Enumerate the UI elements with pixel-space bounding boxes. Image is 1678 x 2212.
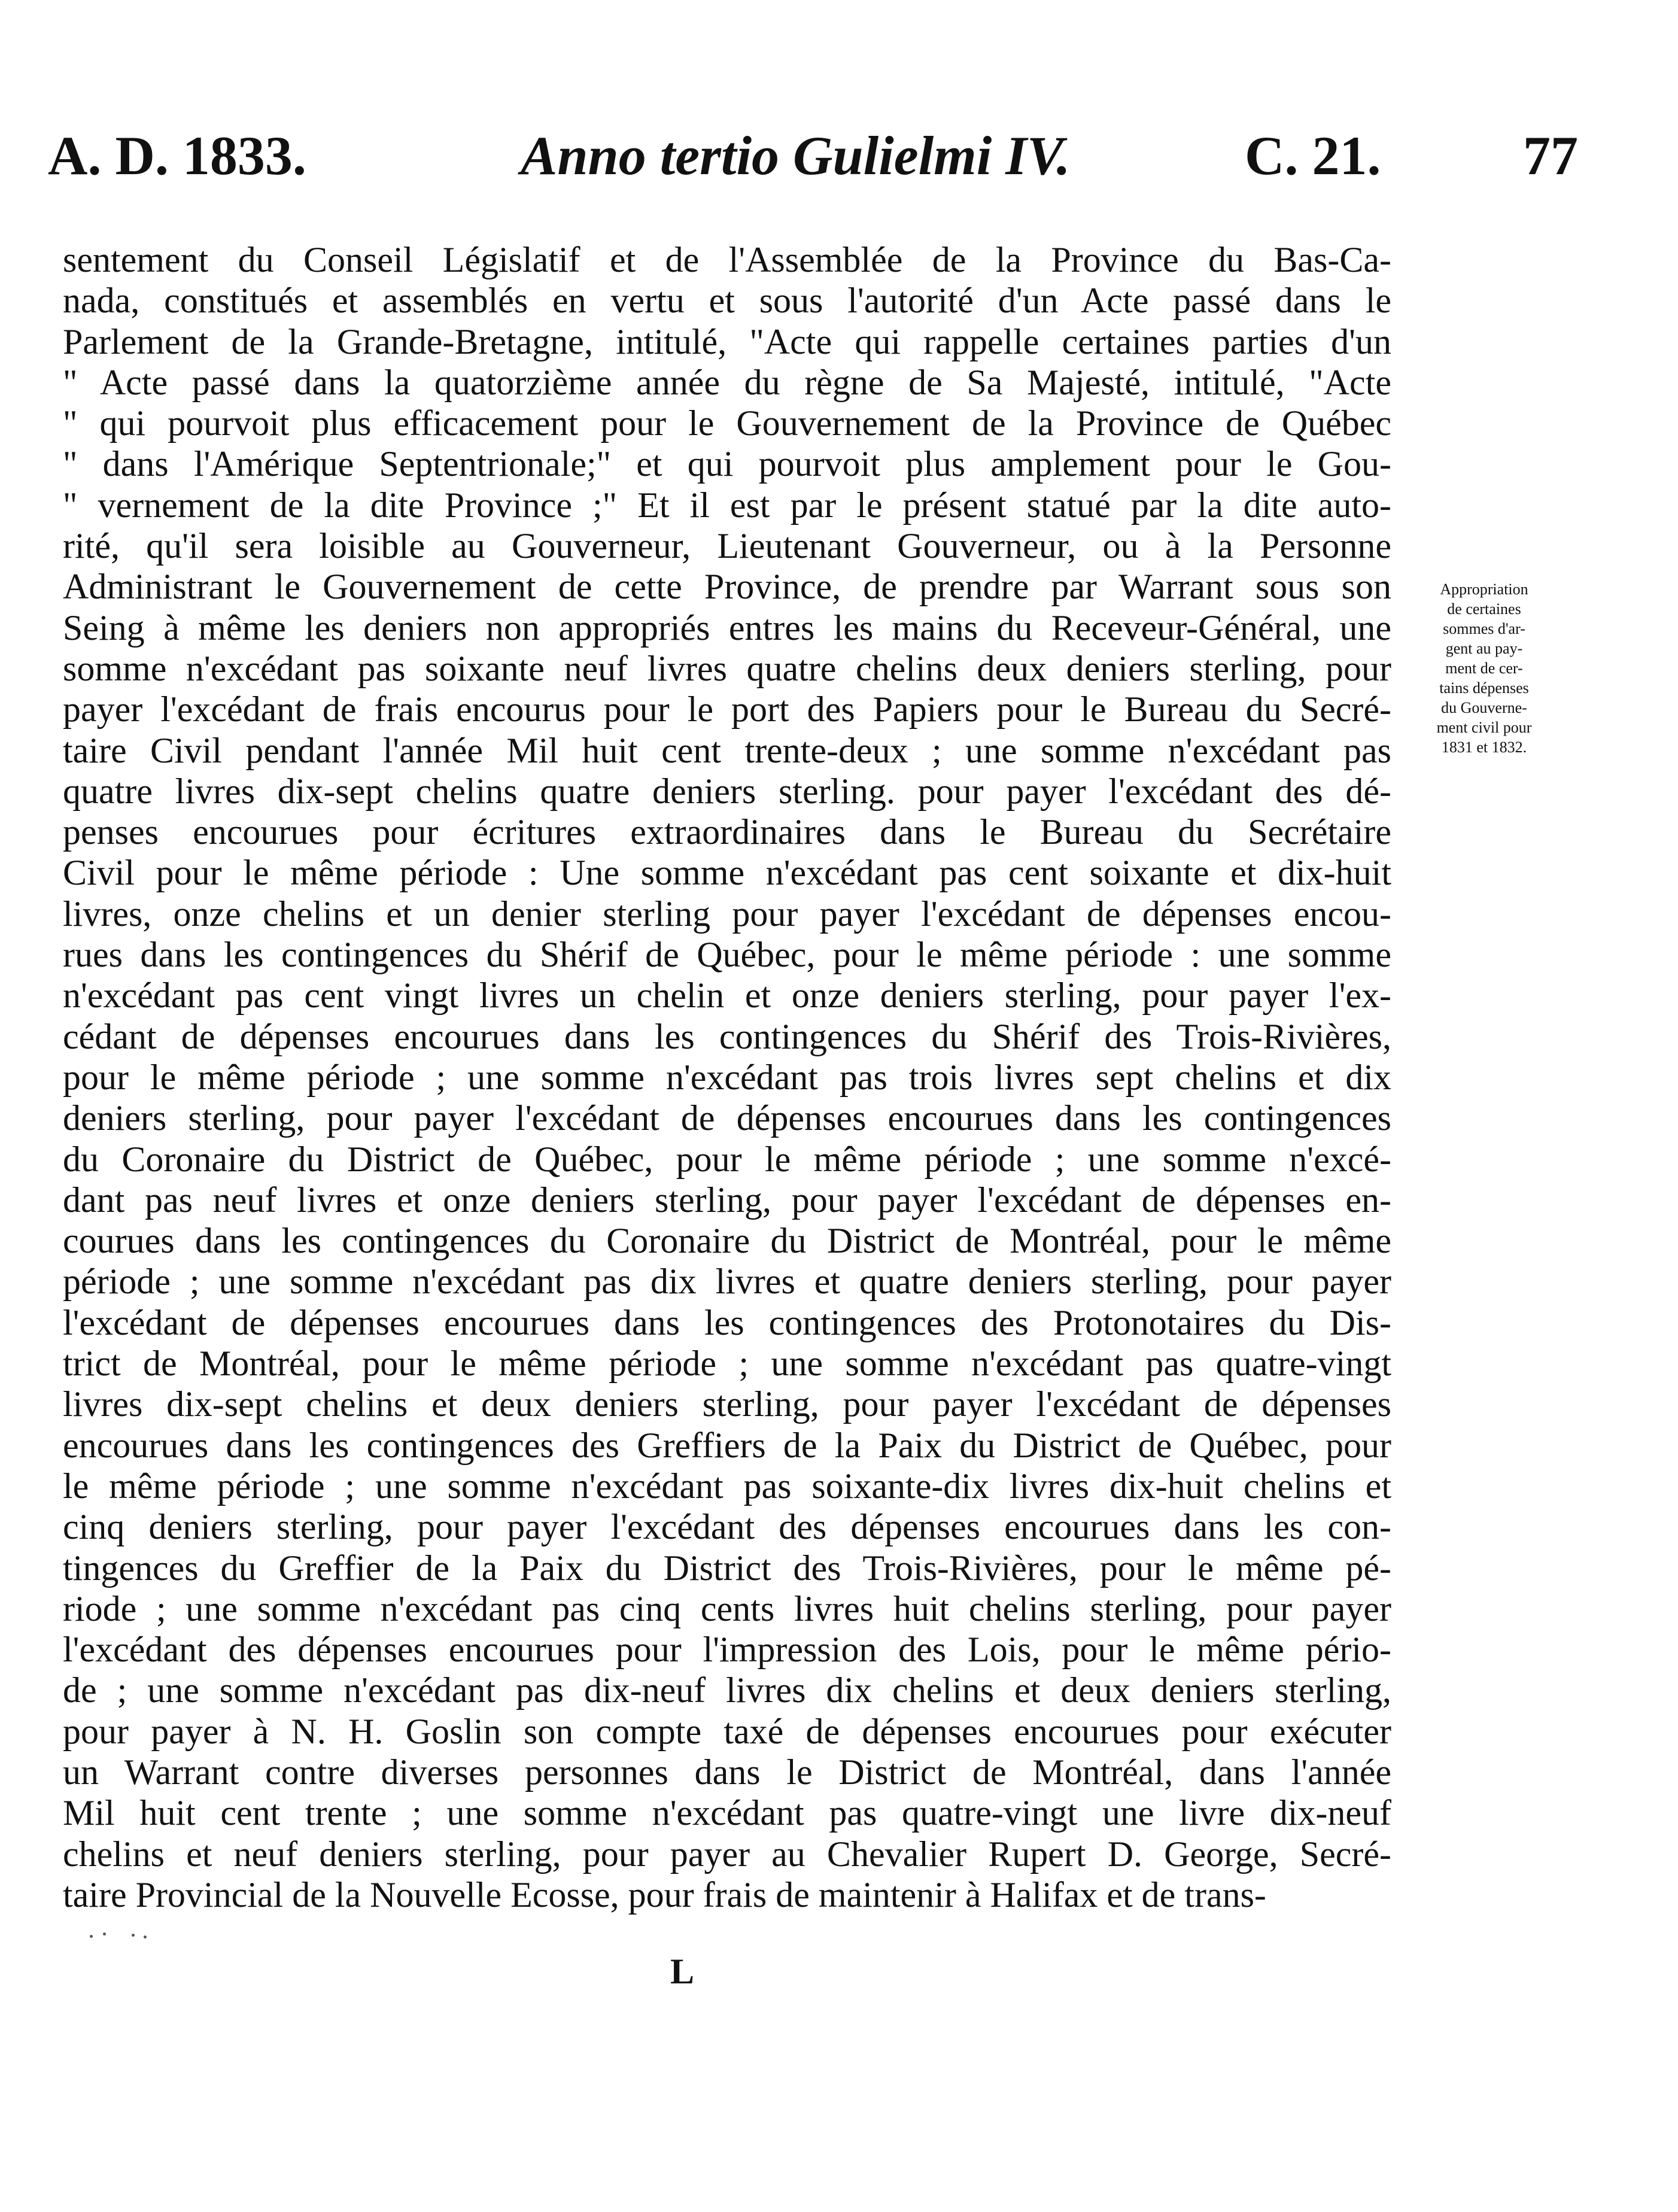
body-line: Civil pour le même période : Une somme n'excédant pas cent soixante et dix-huit: [63, 853, 1391, 893]
print-specks: [90, 1930, 162, 1942]
body-line: un Warrant contre diverses personnes dans le District de Montréal, dans l'année: [63, 1752, 1391, 1792]
body-line: Parlement de la Grande-Bretagne, intitulé, "Acte qui rappelle certaines parties d'un: [63, 321, 1391, 361]
body-line: cinq deniers sterling, pour payer l'excédant des dépenses encourues dans les con-: [63, 1507, 1391, 1547]
body-line: Administrant le Gouvernement de cette Province, de prendre par Warrant sous son: [63, 567, 1391, 607]
body-line: Mil huit cent trente ; une somme n'excédant pas quatre-vingt une livre dix-neuf: [63, 1793, 1391, 1833]
body-line: " Acte passé dans la quatorzième année du règne de Sa Majesté, intitulé, "Acte: [63, 362, 1391, 402]
margin-note-line: Appropriation: [1440, 581, 1528, 598]
body-line: pour payer à N. H. Goslin son compte taxé de dépenses encourues pour exécuter: [63, 1711, 1391, 1751]
margin-note-line: 1831 et 1832.: [1441, 739, 1527, 756]
body-line: livres dix-sept chelins et deux deniers sterling, pour payer l'excédant de dépenses: [63, 1384, 1391, 1424]
header-chapter: C. 21.: [1245, 125, 1381, 186]
body-line: somme n'excédant pas soixante neuf livres quatre chelins deux deniers sterling, pour: [63, 648, 1391, 688]
body-line: du Coronaire du District de Québec, pour le même période ; une somme n'excé-: [63, 1139, 1391, 1179]
body-line: courues dans les contingences du Coronaire du District de Montréal, pour le même: [63, 1221, 1391, 1261]
margin-note-line: tains dépenses: [1439, 679, 1529, 697]
body-line: tingences du Greffier de la Paix du District des Trois-Rivières, pour le même pé-: [63, 1548, 1391, 1588]
margin-note-line: ment civil pour: [1436, 719, 1532, 736]
body-line: pour le même période ; une somme n'excédant pas trois livres sept chelins et dix: [63, 1057, 1391, 1097]
header-year: A. D. 1833.: [48, 125, 306, 186]
margin-note-line: gent au pay-: [1445, 640, 1523, 657]
body-text: [63, 239, 1391, 1915]
body-line: quatre livres dix-sept chelins quatre deniers sterling. pour payer l'excédant des dé-: [63, 771, 1391, 811]
body-line: penses encourues pour écritures extraordinaires dans le Bureau du Secrétaire: [63, 812, 1391, 852]
body-line: sentement du Conseil Législatif et de l'Assemblée de la Province du Bas-Ca-: [63, 240, 1391, 279]
page-number: 77: [1523, 125, 1578, 186]
body-line: deniers sterling, pour payer l'excédant de dépenses encourues dans les contingences: [63, 1098, 1391, 1138]
body-line: le même période ; une somme n'excédant pas soixante-dix livres dix-huit chelins et: [63, 1466, 1391, 1506]
body-line: taire Civil pendant l'année Mil huit cent trente-deux ; une somme n'excédant pas: [63, 730, 1391, 770]
margin-note-line: ment de cer-: [1445, 660, 1523, 677]
body-line: n'excédant pas cent vingt livres un chelin et onze deniers sterling, pour payer l'ex-: [63, 976, 1391, 1016]
body-line: l'excédant de dépenses encourues dans les contingences des Protonotaires du Dis-: [63, 1302, 1391, 1342]
body-line: chelins et neuf deniers sterling, pour payer au Chevalier Rupert D. George, Secré-: [63, 1834, 1391, 1874]
margin-note: [1400, 579, 1568, 757]
body-line: rité, qu'il sera loisible au Gouverneur, Lieutenant Gouverneur, ou à la Personne: [63, 526, 1391, 566]
body-line: taire Provincial de la Nouvelle Ecosse, pour frais de maintenir à Halifax et de trans-: [63, 1874, 1266, 1915]
signature-mark: L: [670, 1952, 695, 1991]
body-line: livres, onze chelins et un denier sterling pour payer l'excédant de dépenses encou-: [63, 894, 1391, 934]
body-line: l'excédant des dépenses encourues pour l'impression des Lois, pour le même pério-: [63, 1630, 1391, 1670]
margin-note-line: sommes d'ar-: [1443, 620, 1525, 637]
body-line: période ; une somme n'excédant pas dix livres et quatre deniers sterling, pour payer: [63, 1262, 1391, 1302]
body-line: payer l'excédant de frais encourus pour le port des Papiers pour le Bureau du Secré-: [63, 689, 1391, 730]
margin-note-line: du Gouverne-: [1441, 699, 1527, 716]
body-line: cédant de dépenses encourues dans les contingences du Shérif des Trois-Rivières,: [63, 1016, 1391, 1056]
page-header: [0, 0, 1678, 227]
header-title: Anno tertio Gulielmi IV.: [521, 125, 1071, 186]
body-line: riode ; une somme n'excédant pas cinq cents livres huit chelins sterling, pour payer: [63, 1588, 1391, 1628]
body-line: de ; une somme n'excédant pas dix-neuf livres dix chelins et deux deniers sterling,: [63, 1670, 1391, 1710]
body-line: encourues dans les contingences des Greffiers de la Paix du District de Québec, pour: [63, 1425, 1391, 1465]
body-line: " qui pourvoit plus efficacement pour le Gouvernement de la Province de Québec: [63, 403, 1391, 443]
body-line: nada, constitués et assemblés en vertu et sous l'autorité d'un Acte passé dans le: [63, 281, 1391, 321]
body-line: trict de Montréal, pour le même période ; une somme n'excédant pas quatre-vingt: [63, 1344, 1391, 1384]
body-line: rues dans les contingences du Shérif de Québec, pour le même période : une somme: [63, 935, 1391, 975]
body-line: " dans l'Amérique Septentrionale;" et qui pourvoit plus amplement pour le Gou-: [63, 444, 1391, 484]
body-line: " vernement de la dite Province ;" Et il est par le présent statué par la dite auto-: [63, 485, 1391, 525]
body-line: Seing à même les deniers non appropriés entres les mains du Receveur-Général, une: [63, 607, 1391, 648]
body-line: dant pas neuf livres et onze deniers sterling, pour payer l'excédant de dépenses en-: [63, 1180, 1391, 1220]
margin-note-line: de certaines: [1447, 600, 1521, 618]
